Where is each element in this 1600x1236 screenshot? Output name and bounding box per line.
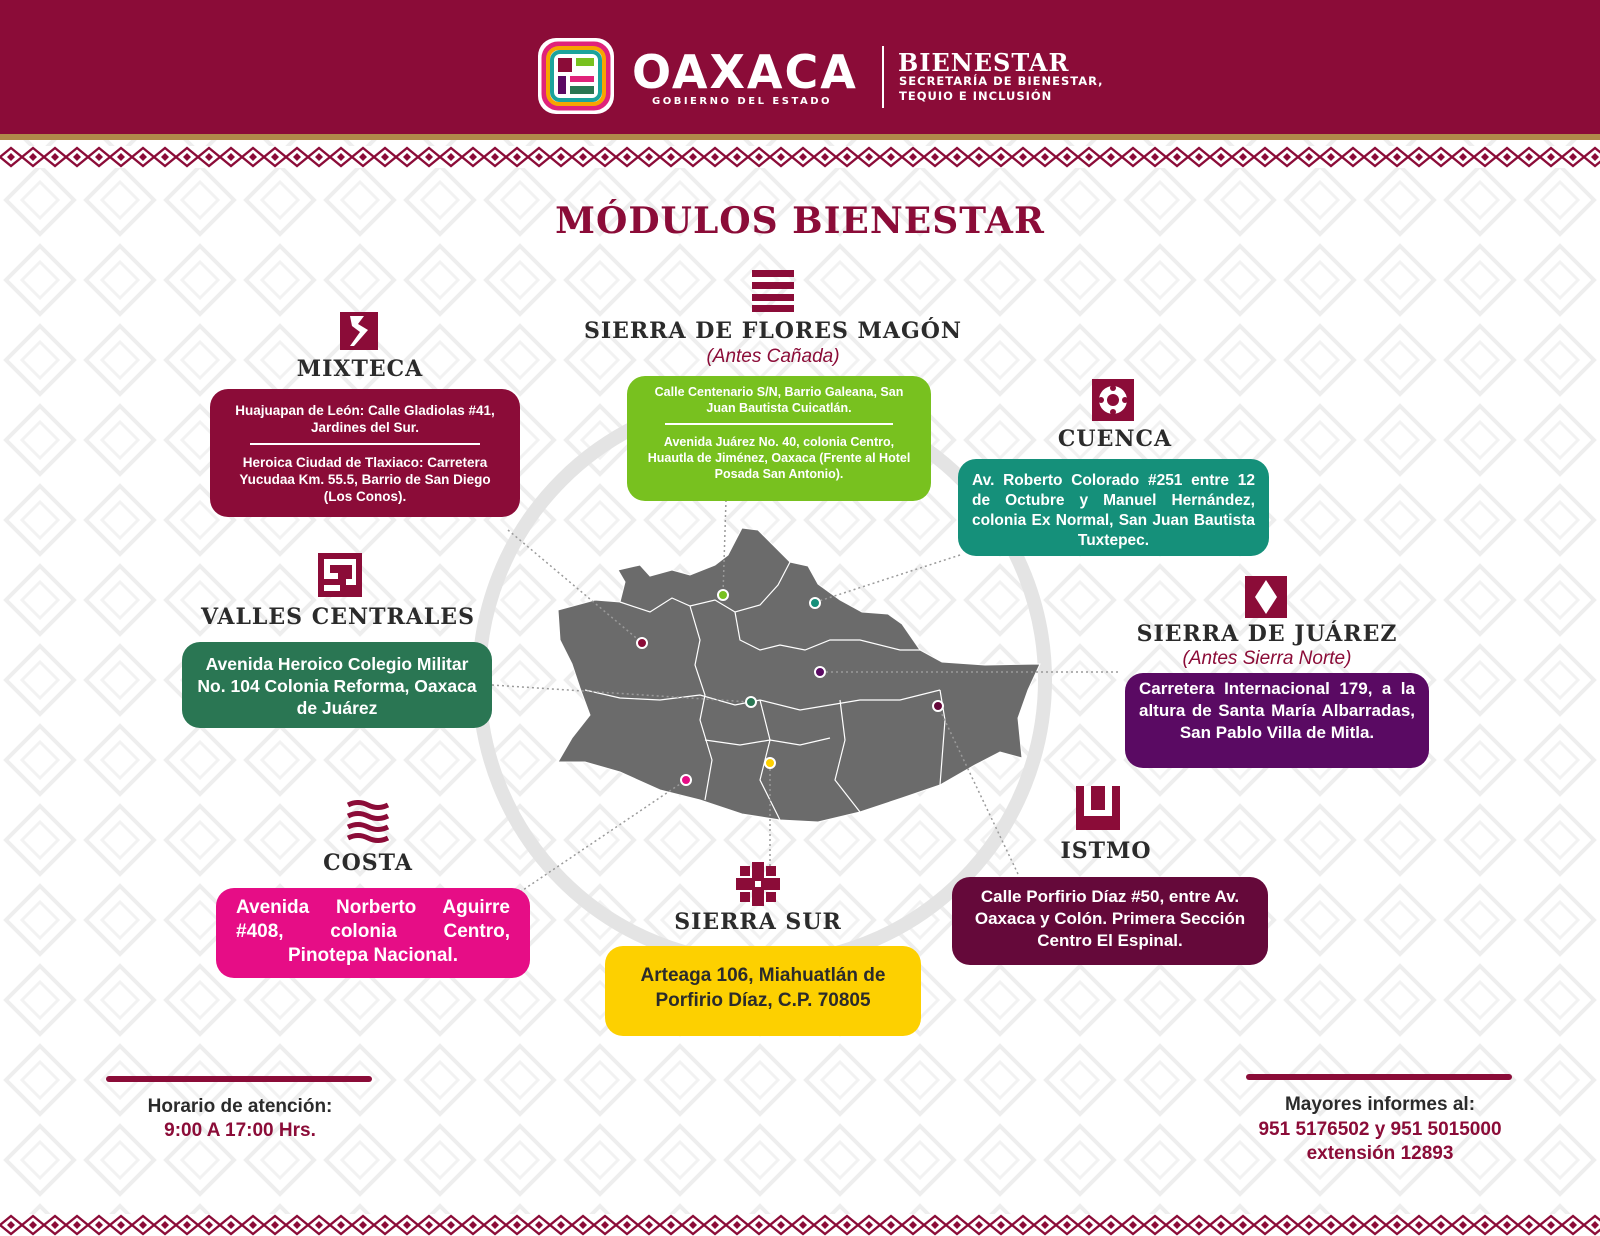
info-extension: extensión 12893	[1306, 1143, 1454, 1164]
sierra-sur-address-card	[605, 946, 921, 1036]
footer-left-line	[106, 1076, 372, 1082]
sierra-flores-magon-subtitle: (Antes Cañada)	[706, 346, 840, 367]
brand-subtitle: GOBIERNO DEL ESTADO	[652, 96, 833, 107]
sierra-flores-magon-address-2: Avenida Juárez No. 40, colonia Centro, Huautla de Jiménez, Oaxaca (Frente al Hotel Posada San Antonio).	[647, 435, 911, 481]
sierra-juarez-icon	[1245, 576, 1287, 618]
marker-istmo	[933, 701, 943, 711]
sierra-juarez-title: SIERRA DE JUÁREZ	[1136, 621, 1398, 647]
costa-address: Avenida Norberto Aguirre #408, colonia Centro, Pinotepa Nacional.	[236, 897, 510, 966]
footer-right-line	[1246, 1074, 1512, 1080]
cuenca-address: Av. Roberto Colorado #251 entre 12 de Octubre y Manuel Hernández, colonia Ex Normal, San Juan Bautista Tuxtepec.	[972, 472, 1255, 549]
sierra-juarez-address-card	[1125, 673, 1429, 768]
brand-name: OAXACA	[632, 45, 858, 99]
mixteca-address-card	[210, 389, 520, 517]
mixteca-icon	[340, 312, 378, 350]
marker-cuenca	[810, 598, 820, 608]
sierra-flores-magon-address-card	[627, 376, 931, 501]
mixteca-address-2: Heroica Ciudad de Tlaxiaco: Carretera Yucudaa Km. 55.5, Barrio de San Diego (Los Conos).	[239, 455, 491, 504]
valles-centrales-icon	[318, 553, 362, 597]
costa-title: COSTA	[323, 850, 413, 876]
sierra-juarez-subtitle: (Antes Sierra Norte)	[1182, 648, 1352, 669]
istmo-address: Calle Porfirio Díaz #50, entre Av. Oaxaca y Colón. Primera Sección Centro El Espinal.	[974, 887, 1246, 950]
istmo-address-card	[952, 877, 1268, 965]
mixteca-title: MIXTECA	[296, 356, 424, 382]
ministry-title: BIENESTAR	[898, 48, 1070, 77]
marker-mixteca	[637, 638, 647, 648]
marker-costa	[681, 775, 691, 785]
hours-value: 9:00 A 17:00 Hrs.	[164, 1120, 316, 1141]
sierra-flores-magon-icon	[752, 270, 794, 312]
marker-sierra-flores-magon	[718, 590, 728, 600]
sierra-sur-title: SIERRA SUR	[674, 909, 842, 935]
mixteca-address-1: Huajuapan de León: Calle Gladiolas #41, Jardines del Sur.	[235, 403, 495, 435]
sierra-flores-magon-address-1: Calle Centenario S/N, Barrio Galeana, San Juan Bautista Cuicatlán.	[654, 385, 904, 415]
istmo-title: ISTMO	[1060, 838, 1152, 864]
istmo-icon	[1076, 786, 1120, 830]
costa-address-card	[216, 888, 530, 978]
marker-sierra-sur	[765, 758, 775, 768]
valles-centrales-address: Avenida Heroico Colegio Militar No. 104 Colonia Reforma, Oaxaca de Juárez	[197, 654, 477, 718]
cuenca-address-card	[958, 459, 1269, 556]
ministry-subtitle: SECRETARÍA DE BIENESTAR, TEQUIO E INCLUSIÓN	[899, 74, 1104, 103]
sierra-flores-magon-title: SIERRA DE FLORES MAGÓN	[583, 318, 963, 344]
costa-icon	[346, 800, 390, 844]
info-label: Mayores informes al:	[1284, 1094, 1476, 1115]
hours-label: Horario de atención:	[147, 1096, 333, 1117]
sierra-juarez-address: Carretera Internacional 179, a la altura de Santa María Albarradas, San Pablo Villa de Mitla.	[1139, 679, 1415, 742]
cuenca-title: CUENCA	[1057, 426, 1173, 452]
marker-valles-centrales	[746, 697, 756, 707]
cuenca-icon	[1092, 379, 1134, 421]
sierra-sur-icon	[736, 862, 780, 906]
info-phones: 951 5176502 y 951 5015000	[1258, 1119, 1502, 1140]
mixteca-divider	[250, 443, 480, 445]
page-title: MÓDULOS BIENESTAR	[555, 200, 1045, 242]
valles-centrales-title: VALLES CENTRALES	[201, 604, 475, 630]
valles-centrales-address-card	[182, 642, 492, 728]
marker-sierra-juarez	[815, 667, 825, 677]
oaxaca-map	[558, 528, 1040, 822]
sierra-sur-address: Arteaga 106, Miahuatlán de Porfirio Díaz, C.P. 70805	[640, 965, 886, 1011]
sierra-flores-magon-divider	[665, 423, 893, 425]
